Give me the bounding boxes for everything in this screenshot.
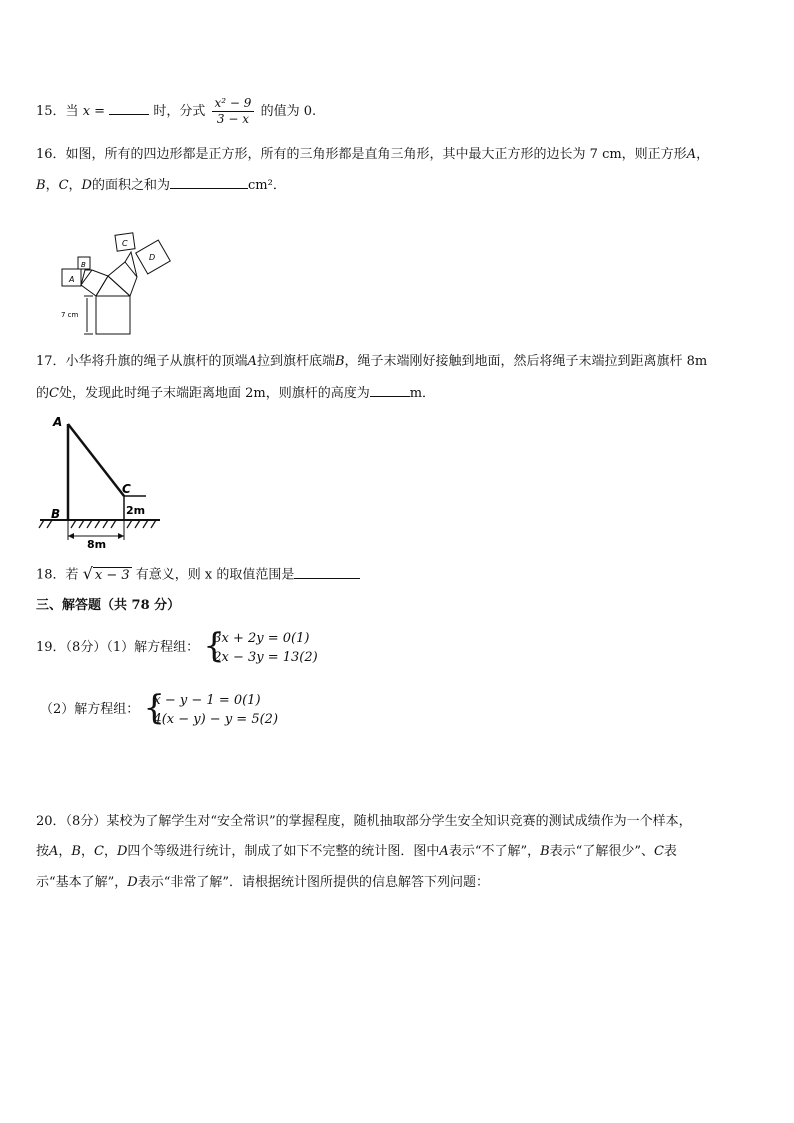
question-20-line3 <box>36 874 489 892</box>
q19-system-2-brace: { <box>143 687 166 728</box>
q20-label-b2: B <box>540 844 550 859</box>
q17-unit: m． <box>409 386 436 401</box>
q19-system-2-eq2: 4(x − y) − y = 5(2) <box>153 711 279 727</box>
q20-text-3a: 示“基本了解”， <box>36 875 128 890</box>
q17-ground-hatching <box>39 520 156 528</box>
q19-part2-label: （2）解方程组： <box>40 702 140 717</box>
question-16-line1 <box>36 146 709 164</box>
q20-text-2b: 四个等级进行统计，制成了如下不完整的统计图．图中 <box>127 844 440 859</box>
q20-label-d: D <box>116 844 128 859</box>
q20-text-2d: 表示“了解很少”、 <box>549 844 654 859</box>
question-20-line1 <box>36 813 692 831</box>
q15-fraction <box>212 96 255 127</box>
q17-label-b: B <box>334 354 345 369</box>
q17-label-c: C <box>49 386 59 401</box>
q20-text-2c: 表示“不了解”， <box>448 844 541 859</box>
q15-prefix: 15．当 <box>36 104 79 119</box>
q20-sep-2: ， <box>80 844 94 859</box>
q17-text-2a: 的 <box>36 386 50 401</box>
q16-label-a: A <box>686 147 697 162</box>
q16-fig-label-b: B <box>81 261 86 269</box>
q17-text-1b: 拉到旗杆底端 <box>256 354 335 369</box>
q16-right-square <box>108 262 137 296</box>
q15-fraction-numerator: x² − 9 <box>212 96 255 112</box>
q16-answer-blank[interactable] <box>170 176 248 189</box>
question-16-line2 <box>36 176 286 195</box>
q17-text-1c: ，绳子末端刚好接触到地面，然后将绳子末端拉到距离旗杆 8m <box>344 354 708 369</box>
q20-text-2a: 按 <box>36 844 50 859</box>
q16-main-triangle <box>96 276 130 296</box>
q19-system-1-eq1: 3x + 2y = 0(1) <box>213 630 310 646</box>
question-19-part2 <box>40 687 279 730</box>
q17-rope <box>68 424 124 496</box>
q20-sep-3: ， <box>103 844 117 859</box>
q20-label-b: B <box>71 844 81 859</box>
q20-label-d2: D <box>127 875 138 890</box>
q18-sqrt <box>83 565 132 585</box>
q16-sep-2: ， <box>45 178 59 193</box>
q16-label-c: C <box>58 178 69 193</box>
q20-text-3b: 表示“非常了解”．请根据统计图所提供的信息解答下列问题： <box>137 875 490 890</box>
q18-text: 有意义，则 x 的取值范围是 <box>135 567 295 583</box>
q20-label-c: C <box>94 844 104 859</box>
q16-fig-label-c: C <box>122 239 128 248</box>
q18-radicand: x − 3 <box>94 568 130 583</box>
q18-sqrt-symbol: √ <box>82 564 93 583</box>
q16-large-square <box>96 296 130 334</box>
q19-system-2-eq1: x − y − 1 = 0(1) <box>153 692 261 708</box>
q17-flagpole-figure <box>36 412 166 550</box>
q18-answer-blank[interactable] <box>294 566 360 579</box>
q17-answer-blank[interactable] <box>370 384 410 397</box>
q17-dim-arrow-left <box>68 533 74 539</box>
question-17-line1 <box>36 353 707 371</box>
q16-sep-1: ， <box>696 147 710 162</box>
q20-text-2e: 表 <box>663 844 677 859</box>
q16-sep-3: ， <box>68 178 82 193</box>
q17-fig-label-2m: 2m <box>126 504 146 517</box>
q16-label-d: D <box>81 178 92 193</box>
q19-system-2 <box>143 687 279 729</box>
question-20-line2 <box>36 843 677 861</box>
q17-fig-label-8m: 8m <box>87 538 107 550</box>
q17-label-a: A <box>247 354 257 369</box>
q15-mid-text: 时，分式 <box>153 104 206 119</box>
q15-fraction-denominator: 3 − x <box>216 112 250 126</box>
q16-left-square <box>81 270 108 296</box>
question-18 <box>36 565 360 585</box>
q15-variable: x <box>82 104 91 119</box>
q17-fig-label-b: B <box>51 507 61 521</box>
q19-system-1-brace: { <box>203 625 225 666</box>
q20-text-1: 20．（8分）某校为了解学生对“安全常识”的掌握程度，随机抽取部分学生安全知识竞赛的测试成绩作为一个样本， <box>36 814 692 829</box>
section-3-title: 三、解答题（共 78 分） <box>36 598 181 613</box>
q16-label-b: B <box>36 178 46 193</box>
q19-system-1 <box>203 625 318 667</box>
question-15 <box>36 96 316 127</box>
q17-fig-label-a: A <box>53 415 63 429</box>
q15-equals: = <box>94 104 106 119</box>
q16-fig-side-label: 7 cm <box>61 311 79 319</box>
q16-pythagoras-figure <box>55 228 175 336</box>
q20-label-c2: C <box>653 844 664 859</box>
q17-text-2b: 处，发现此时绳子末端距离地面 2m，则旗杆的高度为 <box>58 386 370 401</box>
q20-sep-1: ， <box>58 844 72 859</box>
q17-dim-arrow-right <box>118 533 124 539</box>
q19-system-1-eq2: 2x − 3y = 13(2) <box>213 649 318 665</box>
q17-text-1a: 17．小华将升旗的绳子从旗杆的顶端 <box>36 354 248 369</box>
q20-label-a: A <box>49 844 59 859</box>
q16-text-2: 的面积之和为 <box>91 178 170 193</box>
q16-fig-label-a: A <box>69 275 75 284</box>
question-19-part1 <box>36 625 318 668</box>
q15-answer-blank[interactable] <box>109 102 149 115</box>
q16-fig-label-d: D <box>149 253 156 262</box>
q17-fig-label-c: C <box>122 482 131 496</box>
q16-text-1: 16．如图，所有的四边形都是正方形，所有的三角形都是直角三角形，其中最大正方形的边长为 7 cm，则正方形 <box>36 147 687 162</box>
q20-label-a2: A <box>439 844 449 859</box>
question-17-line2 <box>36 384 435 403</box>
q15-tail: 的值为 0. <box>260 104 317 119</box>
q18-prefix: 18．若 <box>36 567 79 583</box>
q19-part1-label: 19．（8分）（1）解方程组： <box>36 640 200 655</box>
q16-unit: cm²． <box>248 178 286 193</box>
